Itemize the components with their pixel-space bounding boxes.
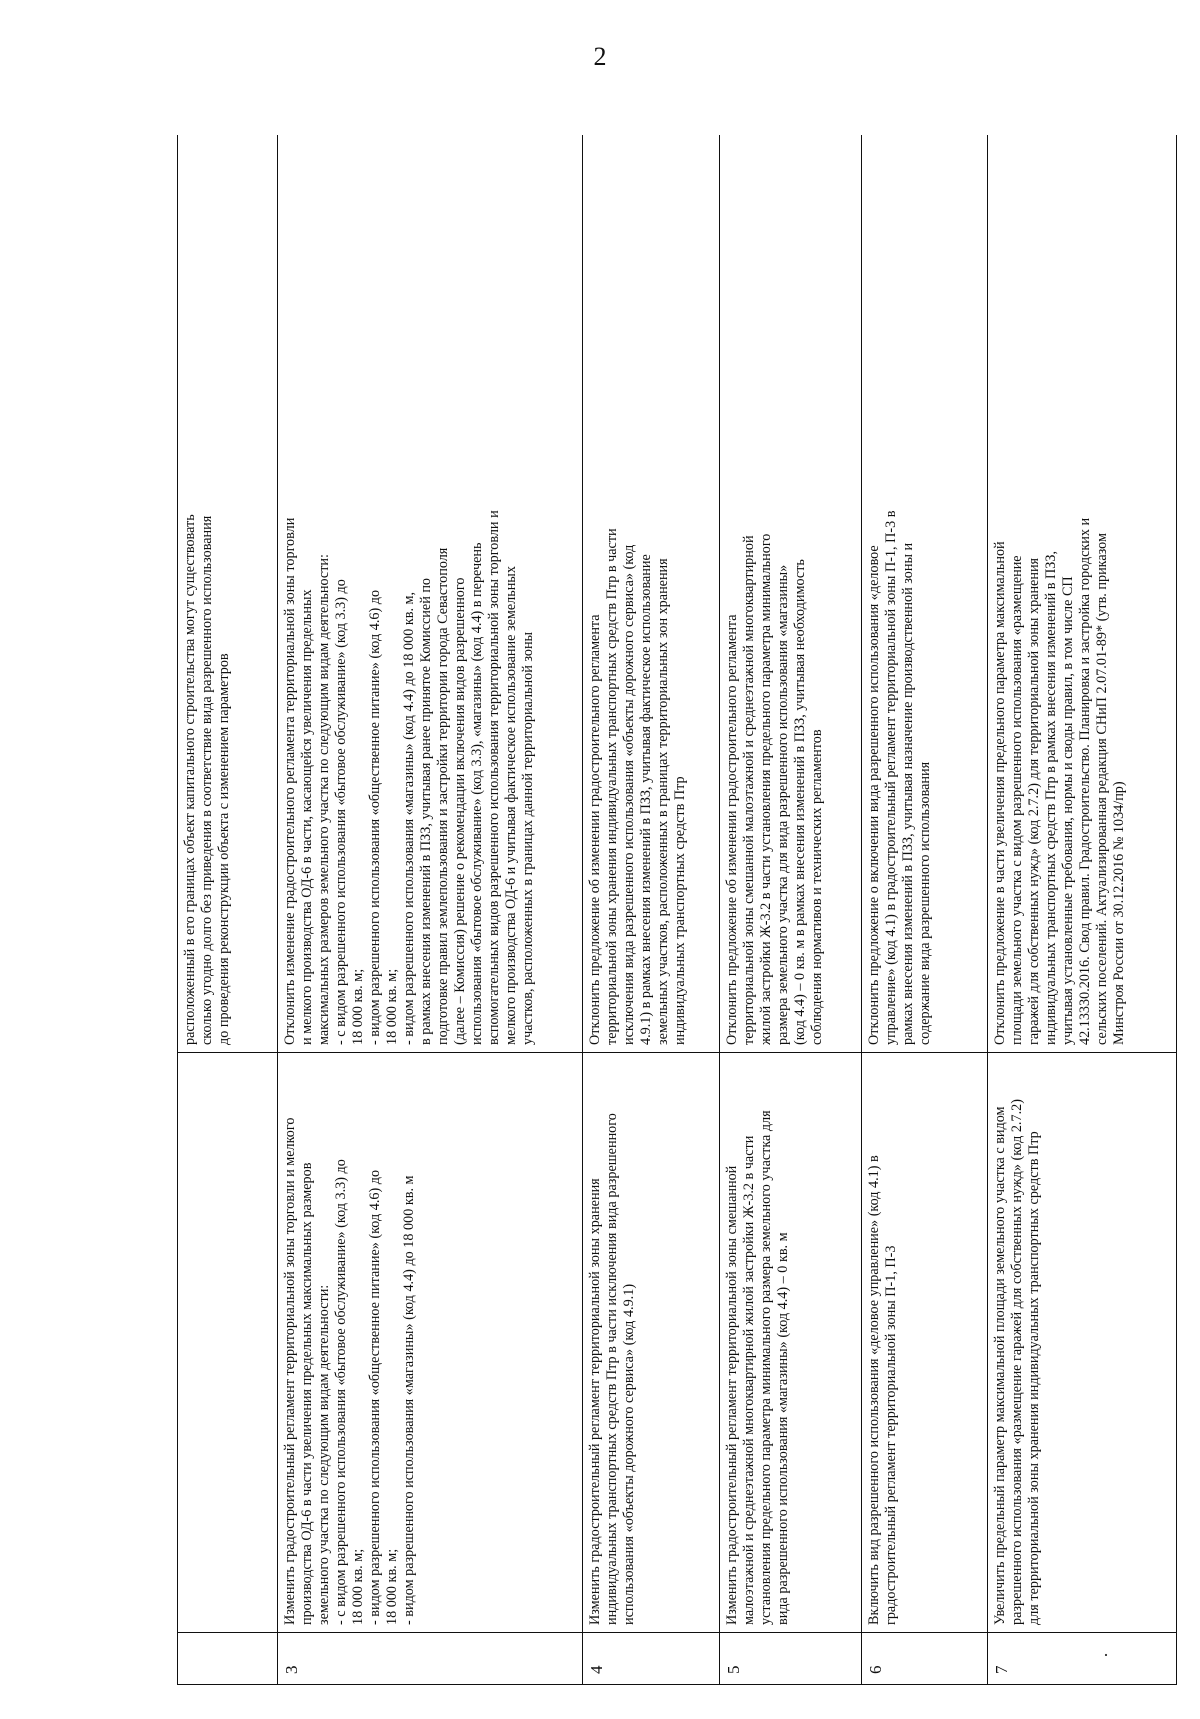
proposal-text-line: производства ОД-6 в части увеличения предельных максимальных размеров xyxy=(298,1162,315,1625)
decision-text-line: гаражей для собственных нужд» (код 2.7.2) для территориальной зоны хранения xyxy=(1025,557,1042,1045)
proposal-text-line: для территориальной зоны хранения индивидуальных транспортных средств Птр xyxy=(1025,1131,1042,1625)
proposal-text-line: земельного участка по следующим видам деятельности: xyxy=(315,1284,332,1625)
decision-text-line: 4.9.1) в рамках внесения изменений в ПЗЗ, учитывая фактическое использование xyxy=(637,554,654,1045)
decision-cell xyxy=(178,135,278,1053)
decision-text-line: 42.13330.2016. Свод правил. Градостроительство. Планировка и застройка городских и xyxy=(1076,517,1093,1045)
row-number-cell xyxy=(178,1633,278,1685)
proposal-text-line: использования «объекты дорожного сервиса» (код 4.9.1) xyxy=(620,1283,637,1625)
decision-cell xyxy=(987,135,1176,1053)
decision-text-line: управление» (код 4.1) в градостроительный регламент территориальной зоны П-1, П-3 в xyxy=(882,510,899,1045)
row-number-cell: 3 xyxy=(277,1633,582,1685)
decision-text-line: Отклонить предложение в части увеличения предельного параметра максимальной xyxy=(991,541,1008,1045)
decision-text-line: Отклонить предложение об изменении градостроительного регламента xyxy=(586,614,603,1045)
decision-text-line: 18 000 кв. м; xyxy=(384,968,401,1045)
proposal-text-line: градостроительный регламент территориальной зоны П-1, П-3 xyxy=(882,1245,899,1625)
decision-text-line: до проведения реконструкции объекта с изменением параметров xyxy=(216,653,233,1045)
proposal-text-line: Включить вид разрешенного использования «деловое управление» (код 4.1) в xyxy=(865,1155,882,1625)
proposal-cell xyxy=(582,1053,719,1633)
decision-text-line: Минстроя России от 30.12.2016 № 1034/пр) xyxy=(1110,781,1127,1045)
proposal-text-line: индивидуальных транспортных средств Птр в части исключения вида разрешенного xyxy=(603,1113,620,1625)
proposal-text-line: Изменить градостроительный регламент территориальной зоны смешанной xyxy=(723,1165,740,1625)
row-number-cell: 7 xyxy=(987,1633,1176,1685)
proposal-cell xyxy=(277,1053,582,1633)
decision-text-line: исключения вида разрешенного использования «объекты дорожного сервиса» (код xyxy=(620,544,637,1045)
table-row xyxy=(987,135,1176,1685)
proposal-cell xyxy=(861,1053,987,1633)
proposal-text-line: разрешенного использования «размещение гаражей для собственных нужд» (код 2.7.2) xyxy=(1008,1099,1025,1625)
decision-text-line: расположенный в его границах объект капитального строительства могут существовать xyxy=(182,514,198,1045)
decision-text-line: размера земельного участка для вида разрешенного использования «магазины» xyxy=(774,564,791,1045)
proposal-cell xyxy=(178,1053,278,1633)
decision-text-line: индивидуальных транспортных средств Птр в рамках внесения изменений в ПЗЗ, xyxy=(1042,550,1059,1045)
decision-text-line: вспомогательных видов разрешенного использования территориальной зоны торговли и xyxy=(486,510,503,1045)
proposal-cell xyxy=(987,1053,1176,1633)
decision-text-line: участков, расположенных в границах данной территориальной зоны xyxy=(520,631,537,1045)
decision-text-line: Отклонить предложение об изменении градостроительного регламента xyxy=(723,614,740,1045)
proposal-text-line: Увеличить предельный параметр максимальной площади земельного участка с видом xyxy=(991,1106,1008,1625)
proposal-text-line: Изменить градостроительный регламент территориальной зоны торговли и мелкого xyxy=(281,1117,298,1625)
decision-cell xyxy=(861,135,987,1053)
decision-text-line: земельных участков, расположенных в границах территориальных зон хранения xyxy=(654,558,671,1045)
table-row xyxy=(277,135,582,1685)
decision-text-line: - видом разрешенного использования «общественное питание» (код 4.6) до xyxy=(367,589,384,1045)
decision-text-line: Отклонить изменение градостроительного регламента территориальной зоны торговли xyxy=(281,517,298,1045)
decision-text-line: (код 4.4) – 0 кв. м в рамках внесения изменений в ПЗЗ, учитывая необходимость xyxy=(791,559,808,1045)
proposal-text-line: 18 000 кв. м; xyxy=(350,1548,367,1625)
decision-text-line: сельских поселений. Актуализированная редакция СНиП 2.07.01-89* (утв. приказом xyxy=(1093,533,1110,1045)
decision-text-line: соблюдения нормативов и технических регламентов xyxy=(808,729,825,1045)
decision-text-line: использования «бытовое обслуживание» (код 3.3), «магазины» (код 4.4) в перечень xyxy=(469,542,486,1045)
proposal-text-line: Изменить градостроительный регламент территориальной зоны хранения xyxy=(586,1178,603,1625)
proposal-text-line: - видом разрешенного использования «общественное питание» (код 4.6) до xyxy=(367,1169,384,1625)
proposal-text-line: - видом разрешенного использования «магазины» (код 4.4) до 18 000 кв. м xyxy=(401,1175,418,1625)
rotated-table-container xyxy=(177,135,1177,1685)
row-number-cell: 6 xyxy=(861,1633,987,1685)
row-number-cell: 5 xyxy=(719,1633,861,1685)
decision-text-line: - видом разрешенного использования «магазины» (код 4.4) до 18 000 кв. м, xyxy=(401,591,418,1045)
decision-text-line: содержание вида разрешенного использования xyxy=(916,761,933,1045)
decision-text-line: и мелкого производства ОД-6 в части, касающейся увеличения предельных xyxy=(298,589,315,1045)
decision-text-line: максимальных размеров земельного участка по следующим видам деятельности: xyxy=(315,554,332,1045)
decision-text-line: территориальной зоны хранения индивидуальных транспортных средств Птр в части xyxy=(603,528,620,1045)
proposal-text-line: малоэтажной и среднеэтажной многоквартирной жилой застройки Ж-3.2 в части xyxy=(740,1135,757,1625)
decision-text-line: Отклонить предложение о включении вида разрешенного использования «деловое xyxy=(865,545,882,1045)
decision-text-line: в рамках внесения изменений в ПЗЗ, учитывая ранее принятое Комиссией по xyxy=(418,577,435,1045)
table-row xyxy=(582,135,719,1685)
decisions-table-body xyxy=(178,135,1177,1685)
decision-text-line: площади земельного участка с видом разрешенного использования «размещение xyxy=(1008,555,1025,1045)
row-number-cell: 4 xyxy=(582,1633,719,1685)
table-row xyxy=(719,135,861,1685)
decision-text-line: 18 000 кв. м; xyxy=(350,968,367,1045)
decision-text-line: - с видом разрешенного использования «бытовое обслуживание» (код 3.3) до xyxy=(332,579,349,1045)
decisions-table xyxy=(177,135,1177,1685)
decision-text-line: территориальной зоны смешанной малоэтажной и среднеэтажной многоквартирной xyxy=(740,535,757,1045)
decision-text-line: индивидуальных транспортных средств Птр xyxy=(672,776,688,1045)
decision-text-line: (далее – Комиссия) решение о рекомендации включения видов разрешенного xyxy=(452,577,469,1045)
proposal-cell xyxy=(719,1053,861,1633)
decision-text-line: учитывая установленные требования, нормы и своды правил, в том числе СП xyxy=(1059,576,1076,1045)
decision-cell xyxy=(277,135,582,1053)
decision-text-line: жилой застройки Ж-3.2 в части установления предельного параметра минимального xyxy=(757,533,774,1045)
page-number: 2 xyxy=(593,42,607,71)
scan-speck: · xyxy=(1103,1645,1109,1665)
table-row xyxy=(178,135,278,1685)
table-row xyxy=(861,135,987,1685)
decision-text-line: рамках внесения изменений в ПЗЗ, учитывая назначение производственной зоны и xyxy=(899,542,916,1045)
proposal-text-line: 18 000 кв. м; xyxy=(384,1548,401,1625)
proposal-text-line: вида разрешенного использования «магазины» (код 4.4) – 0 кв. м xyxy=(774,1232,791,1625)
proposal-text-line: установления предельного параметра минимального размера земельного участка для xyxy=(757,1110,774,1625)
decision-text-line: мелкого производства ОД-6 и учитывая фактическое использование земельных xyxy=(503,566,520,1045)
rotated-table-frame xyxy=(177,135,1177,1685)
decision-text-line: сколько угодно долго без приведения в соответствие вида разрешенного использования xyxy=(199,515,216,1045)
proposal-text-line: - с видом разрешенного использования «бытовое обслуживание» (код 3.3) до xyxy=(332,1159,349,1625)
decision-cell xyxy=(582,135,719,1053)
decision-cell xyxy=(719,135,861,1053)
decision-text-line: подготовке правил землепользования и застройки территории города Севастополя xyxy=(435,547,452,1045)
